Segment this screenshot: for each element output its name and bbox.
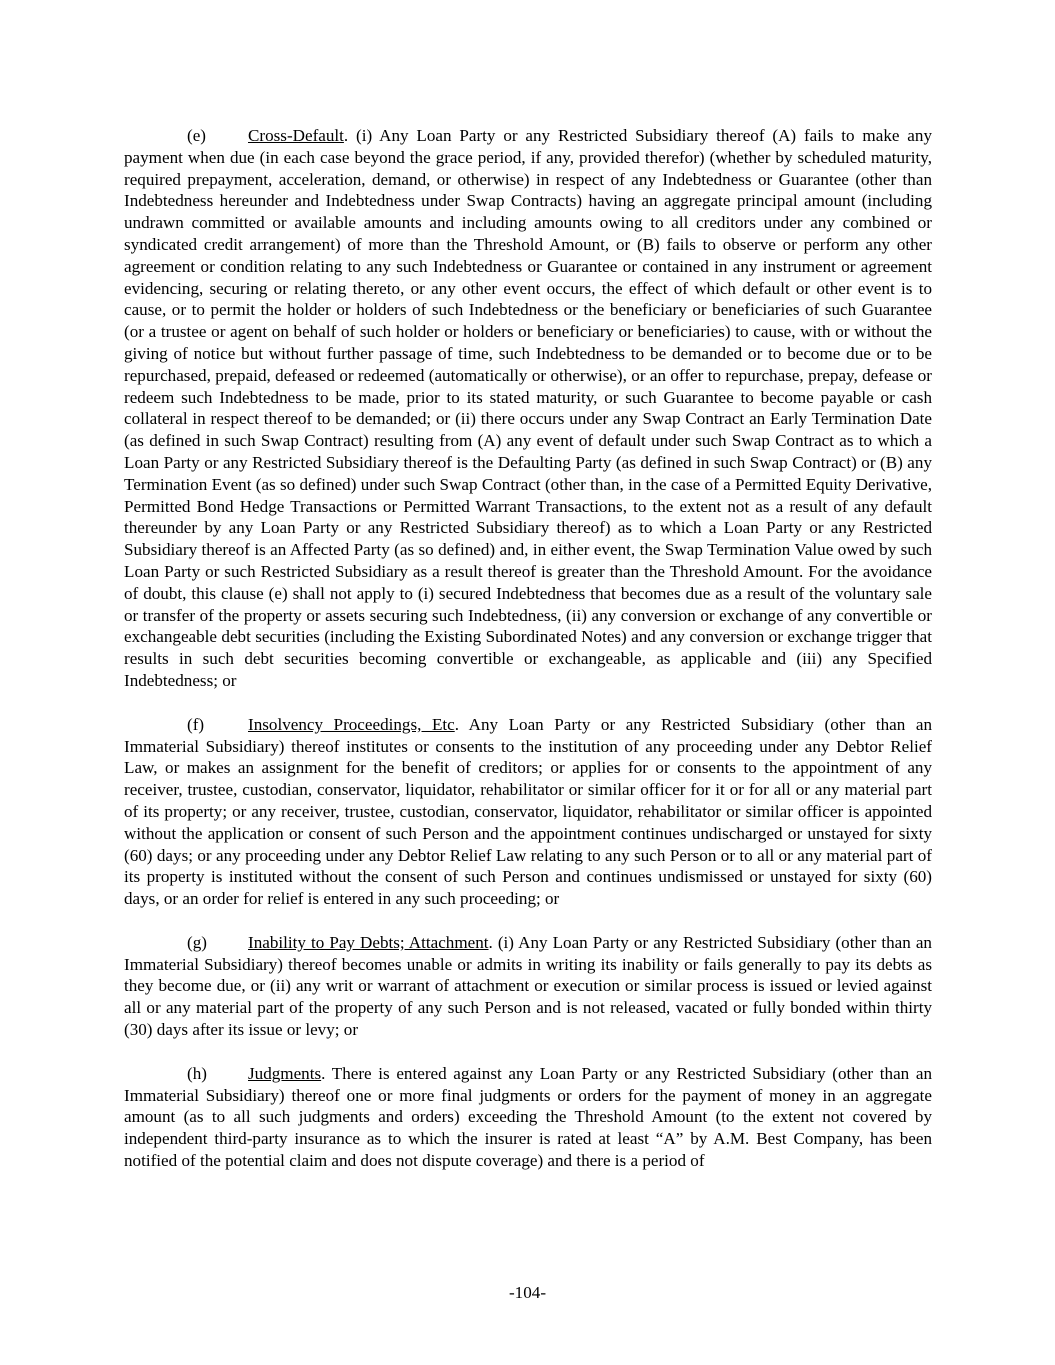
page-number: -104-: [508, 1283, 547, 1302]
section-body: . There is entered against any Loan Party or any Restricted Subsidiary (other than an Immaterial Subsidiary) thereof one or more final judgments or orders for the payment of money in an aggregate amount (as to all such judgments and orders) exceeding the Threshold Amount (to the extent not covered by independent third-party insurance as to which the insurer is rated at least “A” by A.M. Best Company, has been notified of the potential claim and does not dispute coverage) and there is a period of: [124, 1063, 932, 1171]
section-f: [124, 714, 932, 910]
section-body: . (i) Any Loan Party or any Restricted Subsidiary thereof (A) fails to make any payment when due (in each case beyond the grace period, if any, provided therefor) (whether by scheduled maturity, required prepayment, acceleration, demand, or otherwise) in respect of any Indebtedness or Guarantee (other than Indebtedness hereunder and Indebtedness under Swap Contracts) having an aggregate principal amount (including undrawn committed or available amounts and including amounts owing to all creditors under any combined or syndicated credit arrangement) of more than the Threshold Amount, or (B) fails to observe or perform any other agreement or condition relating to any such Indebtedness or Guarantee or contained in any instrument or agreement evidencing, securing or relating thereto, or any other event occurs, the effect of which default or other event is to cause, or to permit the holder or holders of such Indebtedness or the beneficiary or beneficiaries of such Guarantee (or a trustee or agent on behalf of such holder or holders or beneficiary or beneficiaries) to cause, with or without the giving of notice but without further passage of time, such Indebtedness to be demanded or to become due or to be repurchased, prepaid, defeased or redeemed (automatically or otherwise), or an offer to repurchase, prepay, defease or redeem such Indebtedness to be made, prior to its stated maturity, or such Guarantee to become payable or cash collateral in respect thereof to be demanded; or (ii) there occurs under any Swap Contract an Early Termination Date (as defined in such Swap Contract) resulting from (A) any event of default under such Swap Contract as to which a Loan Party or any Restricted Subsidiary thereof is the Defaulting Party (as defined in such Swap Contract) or (B) any Termination Event (as so defined) under such Swap Contract (other than, in the case of a Permitted Equity Derivative, Permitted Bond Hedge Transactions or Permitted Warrant Transactions, to the extent not as a result of any default thereunder by any Loan Party or any Restricted Subsidiary thereof) as to which a Loan Party or any Restricted Subsidiary thereof is an Affected Party (as so defined) and, in either event, the Swap Termination Value owed by such Loan Party or such Restricted Subsidiary as a result thereof is greater than the Threshold Amount. For the avoidance of doubt, this clause (e) shall not apply to (i) secured Indebtedness that becomes due as a result of the voluntary sale or transfer of the property or assets securing such Indebtedness, (ii) any conversion or exchange of any convertible or exchangeable debt securities (including the Existing Subordinated Notes) and any conversion or exchange trigger that results in such debt securities becoming convertible or exchangeable, as applicable and (iii) any Specified Indebtedness; or: [124, 126, 932, 690]
section-body: . (i) Any Loan Party or any Restricted Subsidiary (other than an Immaterial Subsidiary) thereof becomes unable or admits in writing its inability or fails generally to pay its debts as they become due, or (ii) any writ or warrant of attachment or execution or similar process is issued or levied against all or any material part of the property of any such Person and is not released, vacated or fully bonded within thirty (30) days after its issue or levy; or: [124, 932, 932, 1040]
section-label: (h): [187, 1063, 207, 1083]
section-heading: Insolvency Proceedings, Etc: [248, 714, 455, 734]
section-heading: Judgments: [248, 1063, 322, 1083]
section-label: (f): [187, 714, 205, 734]
section-h: [124, 1063, 932, 1172]
section-label: (g): [187, 932, 207, 952]
section-label: (e): [187, 126, 206, 145]
section-g: [124, 932, 932, 1041]
section-heading: Cross-Default: [248, 126, 344, 145]
section-e: [124, 125, 932, 692]
section-heading: Inability to Pay Debts; Attachment: [248, 932, 489, 952]
document-page: [124, 125, 932, 1194]
section-body: . Any Loan Party or any Restricted Subsidiary (other than an Immaterial Subsidiary) thereof institutes or consents to the institution of any proceeding under any Debtor Relief Law, or makes an assignment for the benefit of creditors; or applies for or consents to the appointment of any receiver, trustee, custodian, conservator, liquidator, rehabilitator or similar officer for it or for all or any material part of its property; or any receiver, trustee, custodian, conservator, liquidator, rehabilitator or similar officer is appointed without the application or consent of such Person and the appointment continues undischarged or unstayed for sixty (60) days; or any proceeding under any Debtor Relief Law relating to any such Person or to all or any material part of its property is instituted without the consent of such Person and continues undismissed or unstayed for sixty (60) days, or an order for relief is entered in any such proceeding; or: [124, 714, 932, 909]
